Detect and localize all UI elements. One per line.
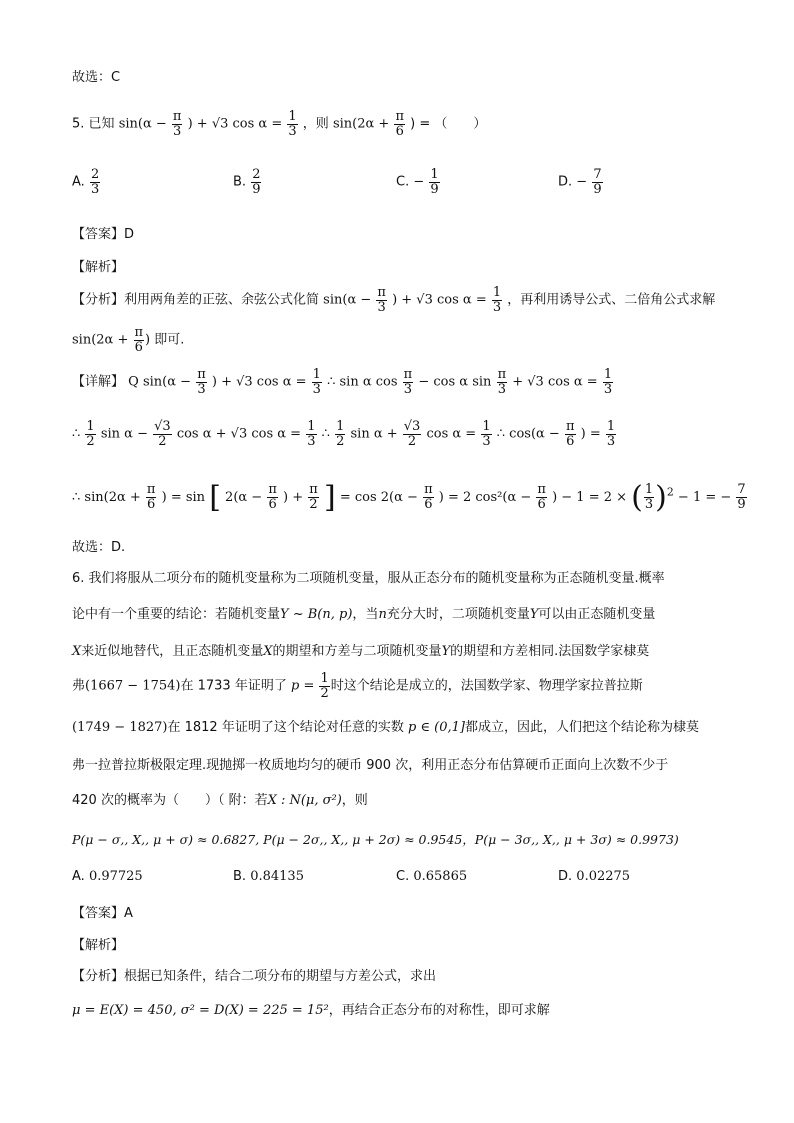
q5-option-a[interactable]: A. $\frac{2}{3}$ [72,167,100,197]
q6-answer: 【答案】A [72,906,133,921]
q5-analysis-heading: 【解析】 [72,260,125,275]
q6-line2: 论中有一个重要的结论：若随机变量Y ~ B(n, p)，当n充分大时，二项随机变量Y可以由正态随机变量 [72,607,656,622]
q5-analysis: 【分析】利用两角差的正弦、余弦公式化简 sin(α − $\frac{\pi}{3}$ ) + √3 cos α = $\frac{1}{3}$ ，再利用诱导公式、二倍角公式求解 [72,285,716,315]
q5-stem: 5. 已知 sin(α − $\frac{\pi}{3}$ ) + √3 cos α = $\frac{1}{3}$ ，则 sin(2α + $\frac{\pi}{6}$ ) = （ ） [72,109,487,139]
q6-probabilities: P(μ − σ,, X,, μ + σ) ≈ 0.6827, P(μ − 2σ,, X,, μ + 2σ) ≈ 0.9545，P(μ − 3σ,, X,, μ + 3σ) ≈ 0.9973) [72,832,679,847]
q6-line3: X来近似地替代，且正态随机变量X的期望和方差与二项随机变量Y的期望和方差相同.法国数学家棣莫 [72,644,650,659]
q6-line5: (1749 − 1827)在 1812 年证明了这个结论对任意的实数 p ∈ (0,1]都成立，因此，人们把这个结论称为棣莫 [72,720,700,735]
q5-option-b[interactable]: B. $\frac{2}{9}$ [233,167,261,197]
q6-option-d[interactable]: D. 0.02275 [558,869,631,884]
q5-analysis-cont: sin(2α + $\frac{\pi}{6}$ ) 即可. [72,325,185,355]
q5-detail-step2: ∴ $\frac{1}{2}$ sin α − $\frac{√3}{2}$ cos α + √3 cos α = $\frac{1}{3}$ ∴ $\frac{1}{2}$ sin α + $\frac{√3}{2}$ cos α = $\frac{1}{3}$ ∴ cos(α − $\frac{\pi}{6}$ ) = $\frac{1}{3}$ [72,419,616,449]
frac-1-3: $\frac{1}{3}$ [288,109,297,139]
q6-analysis-formula: μ = E(X) = 450, σ² = D(X) = 225 = 15²，再结合正态分布的对称性，即可求解 [72,1003,550,1018]
q5-conclusion: 故选：D. [72,540,126,555]
q6-line4: 弗(1667 − 1754)在 1733 年证明了 p = $\frac{1}{2}$ 时这个结论是成立的，法国数学家、物理学家拉普拉斯 [72,671,643,701]
q5-answer: 【答案】D [72,227,135,242]
frac-pi-3: $\frac{\pi}{3}$ [172,109,182,139]
q6-line6: 弗一拉普拉斯极限定理.现抛掷一枚质地均匀的硬币 900 次，利用正态分布估算硬币正面向上次数不少于 [72,758,669,773]
q6-line7: 420 次的概率为（ ）（ 附：若X : N(μ, σ²)，则 [72,793,368,808]
q6-option-c[interactable]: C. 0.65865 [396,869,468,884]
q6-analysis: 【分析】根据已知条件，结合二项分布的期望与方差公式，求出 [72,969,437,984]
q6-option-b[interactable]: B. 0.84135 [233,869,304,884]
q5-detail-step1: 【详解】 Q sin(α − $\frac{\pi}{3}$ ) + √3 cos α = $\frac{1}{3}$ ∴ sin α cos $\frac{\pi}{3}$ − cos α sin $\frac{\pi}{3}$ + √3 cos α = $\frac{1}{3}$ [72,367,613,397]
q6-analysis-heading: 【解析】 [72,938,125,953]
q4-conclusion: 故选：C [72,70,121,85]
q5-detail-step3: ∴ sin(2α + $\frac{\pi}{6}$ ) = sin [ 2(α − $\frac{\pi}{6}$ ) + $\frac{\pi}{2}$ ] = cos 2(α − $\frac{\pi}{6}$ ) = 2 cos²(α − $\frac{\pi}{6}$ ) − 1 = 2 × ( $\frac{1}{3}$ )$^2$ − 1 = − $\frac{7}{9}$ [72,480,746,515]
q5-option-c[interactable]: C. − $\frac{1}{9}$ [396,167,439,197]
frac-pi-6: $\frac{\pi}{6}$ [395,109,404,139]
q6-option-a[interactable]: A. 0.97725 [72,869,143,884]
q5-option-d[interactable]: D. − $\frac{7}{9}$ [558,167,602,197]
q6-line1: 6. 我们将服从二项分布的随机变量称为二项随机变量，服从正态分布的随机变量称为正态随机变量.概率 [72,571,665,586]
